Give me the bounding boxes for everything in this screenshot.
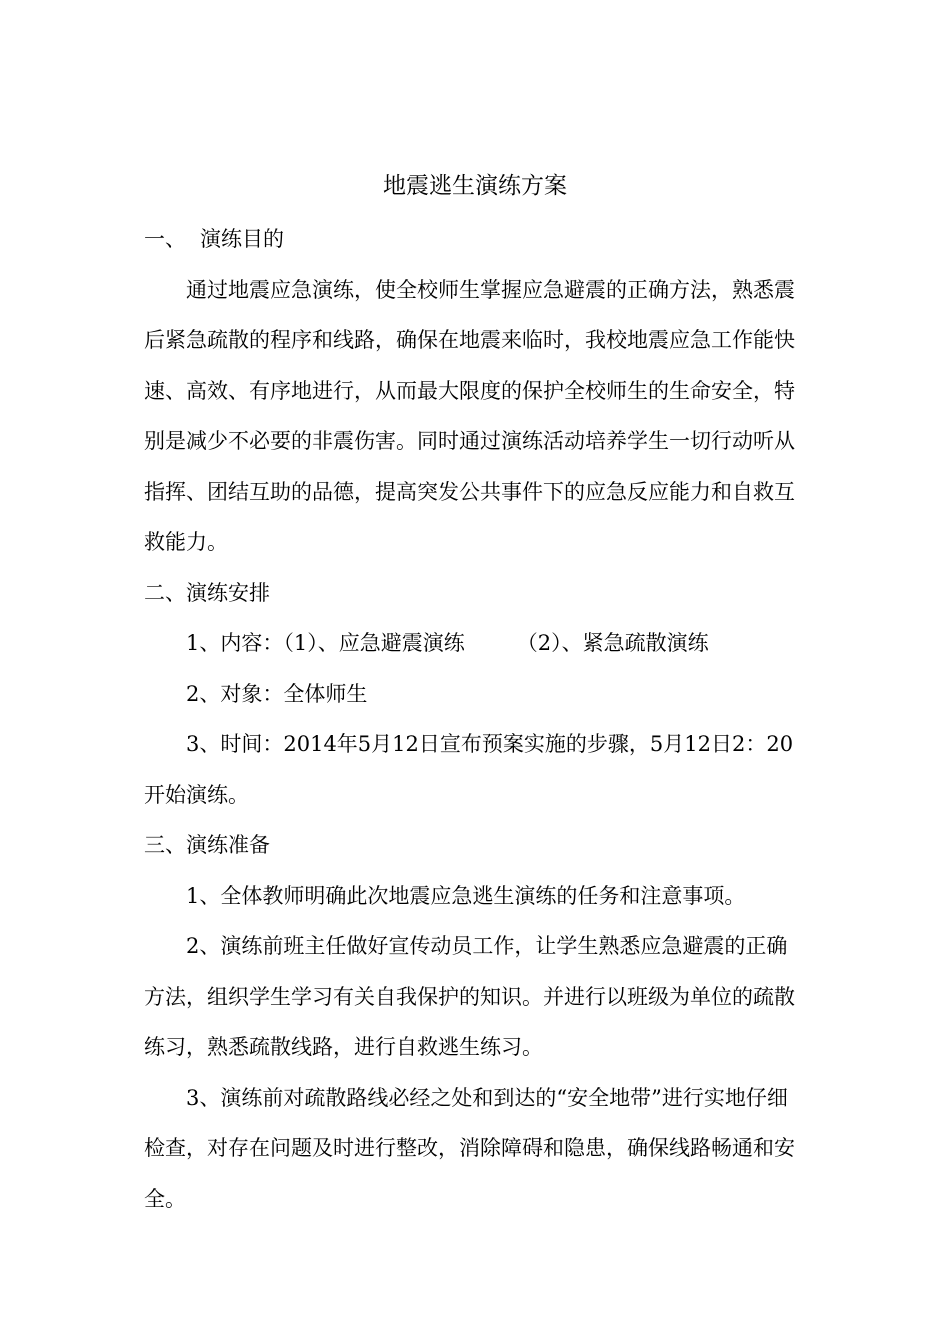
section-1-heading xyxy=(144,214,808,265)
section-3-item-3: 3、演练前对疏散路线必经之处和到达的“安全地带”进行实地仔细检查，对存在问题及时进行整改，消除障碍和隐患，确保线路畅通和安全。 xyxy=(144,1085,795,1211)
section-3-item-1: 1、全体教师明确此次地震应急逃生演练的任务和注意事项。 xyxy=(186,883,746,908)
section-2-item-1 xyxy=(144,618,808,669)
section-2-item-1-part-2: （2）、紧急疏散演练 xyxy=(516,631,709,655)
section-1-paragraph: 通过地震应急演练，使全校师生掌握应急避震的正确方法，熟悉震后紧急疏散的程序和线路，确保在地震来临时，我校地震应急工作能快速、高效、有序地进行，从而最大限度的保护全校师生的生命安全，特别是减少不必要的非震伤害。同时通过演练活动培养学生一切行动听从指挥、团结互助的品德，提高突发公共事件下的应急反应能力和自救互救能力。 xyxy=(144,277,795,554)
section-1-number: 一、 xyxy=(144,227,186,251)
section-2-item-1-part-1: 1、内容：（1）、应急避震演练 xyxy=(186,631,465,655)
section-2-item-2: 2、对象：全体师生 xyxy=(186,681,368,706)
document-title: 地震逃生演练方案 xyxy=(383,173,567,199)
section-3-heading: 三、演练准备 xyxy=(144,833,270,857)
section-2-heading: 二、演练安排 xyxy=(144,580,270,605)
section-2-item-3: 3、时间：2014年5月12日宣布预案实施的步骤，5月12日2：20开始演练。 xyxy=(144,732,794,807)
section-1-title: 演练目的 xyxy=(200,227,284,251)
section-3-item-2: 2、演练前班主任做好宣传动员工作，让学生熟悉应急避震的正确方法，组织学生学习有关自我保护的知识。并进行以班级为单位的疏散练习，熟悉疏散线路，进行自救逃生练习。 xyxy=(144,934,795,1059)
document-body xyxy=(144,214,808,1224)
